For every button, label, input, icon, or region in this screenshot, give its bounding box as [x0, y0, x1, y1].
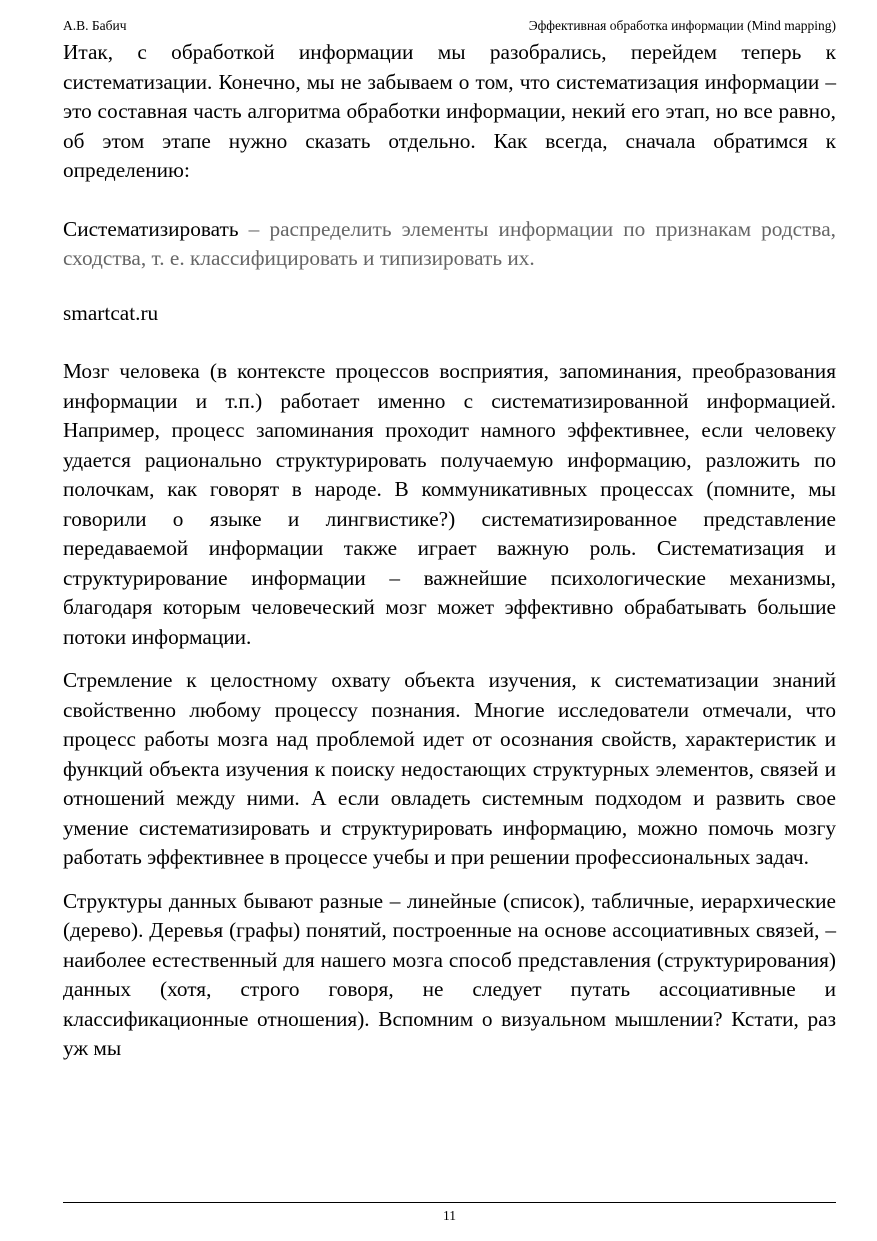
paragraph-structures: Структуры данных бывают разные – линейные (список), табличные, иерархические (дерево). Деревья (графы) понятий, построенные на основе ассоциативных связей, – наиболее естественный для нашего мозга способ представления (структурирования) данных (хотя, строго говоря, не следует путать ассоциативные и классификационные отношения). Вспомним о визуальном мышлении? Кстати, раз уж мы — [63, 888, 836, 1060]
paragraph-cognition: Стремление к целостному охвату объекта изучения, к систематизации знаний свойственно любому процессу познания. Многие исследователи отмечали, что процесс работы мозга над проблемой идет от осознания свойств, характеристик и функций объекта изучения к поиску недостающих структурных элементов, связей и отношений между ними. А если овладеть системным подходом и развить свое умение систематизировать и структурировать информацию, можно помочь мозгу работать эффективнее в процессе учебы и при решении профессиональных задач. — [63, 668, 836, 869]
page-header — [63, 16, 836, 36]
page-body — [63, 38, 836, 1064]
definition-term: Систематизировать — [63, 216, 239, 241]
paragraph-brain: Мозг человека (в контексте процессов восприятия, запоминания, преобразования информации и т.п.) работает именно с систематизированной информацией. Например, процесс запоминания проходит намного эффективнее, если человеку удается рационально структурировать получаемую информацию, разложить по полочкам, как говорят в народе. В коммуникативных процессах (помните, мы говорили о языке и лингвистике?) систематизированное представление передаваемой информации также играет важную роль. Систематизация и структурирование информации – важнейшие психологические механизмы, благодаря которым человеческий мозг может эффективно обрабатывать большие потоки информации. — [63, 359, 836, 649]
footer-divider — [63, 1202, 836, 1203]
definition-paragraph — [63, 215, 836, 274]
header-title: Эффективная обработка информации (Mind mapping) — [528, 18, 836, 33]
paragraph-intro: Итак, с обработкой информации мы разобрались, перейдем теперь к систематизации. Конечно, мы не забываем о том, что систематизация информации – это составная часть алгоритма обработки информации, некий его этап, но все равно, об этом этапе нужно сказать отдельно. Как всегда, сначала обратимся к определению: — [63, 40, 836, 182]
document-page — [63, 0, 836, 1241]
definition-source: smartcat.ru — [63, 300, 159, 325]
page-number: 11 — [443, 1208, 456, 1223]
header-author: А.В. Бабич — [63, 18, 127, 33]
definition-text: – распределить элементы информации по признакам родства, сходства, т. е. классифицировать и типизировать их. — [63, 216, 836, 270]
